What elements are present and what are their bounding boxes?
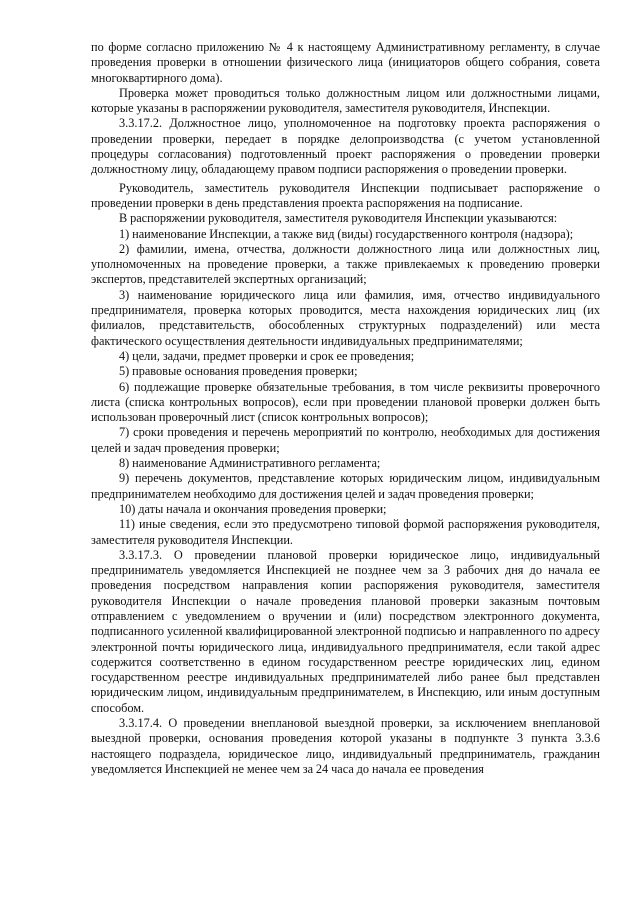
list-item-4: 4) цели, задачи, предмет проверки и срок ее проведения;: [119, 348, 415, 363]
paragraph-inspection-officials: Проверка может проводиться только должностным лицом или должностными лицами, которые указаны в распоряжении руководителя, заместителя руководителя, Инспекции.: [91, 85, 600, 116]
list-item-10: 10) даты начала и окончания проведения проверки;: [119, 501, 387, 516]
list-item-2: 2) фамилии, имена, отчества, должности должностного лица или должностных лиц, уполномоченных на проведение проверки, а также привлекаемых к проведению проверки экспертов, представителей экспертных организаций;: [91, 241, 600, 287]
list-item-7: 7) сроки проведения и перечень мероприятий по контролю, необходимых для достижения целей и задач проведения проверки;: [91, 425, 600, 455]
paragraph-3-3-17-4: 3.3.17.4. О проведении внеплановой выездной проверки, за исключением внеплановой выездной проверки, основания проведения которой указаны в подпункте 3 пункта 3.3.6 настоящего подраздела, юридическое лицо, индивидуальный предприниматель, гражданин уведомляется Инспекцией не менее чем за 24 часа до начала ее проведения: [91, 716, 600, 776]
document-body: [91, 40, 600, 777]
paragraph-3-3-17-2: 3.3.17.2. Должностное лицо, уполномоченное на подготовку проекта распоряжения о проведении проверки, передает в порядке делопроизводства (с учетом установленной процедуры согласования) подготовленный проект распоряжения о проведении проверки должностному лицу, обладающему правом подписи распоряжения о проведении проверки.: [91, 116, 600, 177]
list-item-6: 6) подлежащие проверке обязательные требования, в том числе реквизиты проверочного листа (списка контрольных вопросов), если при проведении плановой проверки должен быть использован проверочный лист (список контрольных вопросов);: [91, 379, 600, 425]
list-item-8: 8) наименование Административного регламента;: [119, 456, 381, 471]
list-item-5: 5) правовые основания проведения проверки;: [119, 364, 358, 379]
paragraph-head-signs-order: Руководитель, заместитель руководителя Инспекции подписывает распоряжение о проведении проверки в день представления проекта распоряжения на подписание.: [91, 180, 600, 210]
paragraph-form-continuation: по форме согласно приложению № 4 к настоящему Административному регламенту, в случае проведения проверки в отношении физического лица (инициаторов общего собрания, совета многоквартирного дома).: [91, 40, 600, 85]
list-item-9: 9) перечень документов, представление которых юридическим лицом, индивидуальным предпринимателем необходимо для достижения целей и задач проведения проверки;: [91, 471, 600, 501]
list-item-1: 1) наименование Инспекции, а также вид (виды) государственного контроля (надзора);: [119, 226, 574, 241]
paragraph-3-3-17-3: 3.3.17.3. О проведении плановой проверки юридическое лицо, индивидуальный предприниматель уведомляется Инспекцией не позднее чем за 3 рабочих дня до начала ее проведения посредством направления копии распоряжения руководителя, заместителя руководителя Инспекции о начале проведения плановой проверки заказным почтовым отправлением с уведомлением о вручении и (или) посредством электронного документа, подписанного усиленной квалифицированной электронной подписью и направленного по адресу электронной почты юридического лица, индивидуального предпринимателя, если такой адрес содержится соответственно в едином государственном реестре юридических лиц, едином государственном реестре индивидуальных предпринимателей либо ранее был представлен юридическим лицом, индивидуальным предпринимателем, в Инспекцию, или иным доступным способом.: [91, 547, 600, 715]
paragraph-order-contents-intro: В распоряжении руководителя, заместителя руководителя Инспекции указываются:: [119, 211, 558, 226]
list-item-3: 3) наименование юридического лица или фамилия, имя, отчество индивидуального предпринимателя, проверка которых проводится, места нахождения юридических лиц (их филиалов, представительств, обособленных структурных подразделений) или места фактического осуществления деятельности индивидуальных предпринимателями;: [91, 287, 600, 348]
list-item-11: 11) иные сведения, если это предусмотрено типовой формой распоряжения руководителя, заместителя руководителя Инспекции.: [91, 517, 600, 547]
